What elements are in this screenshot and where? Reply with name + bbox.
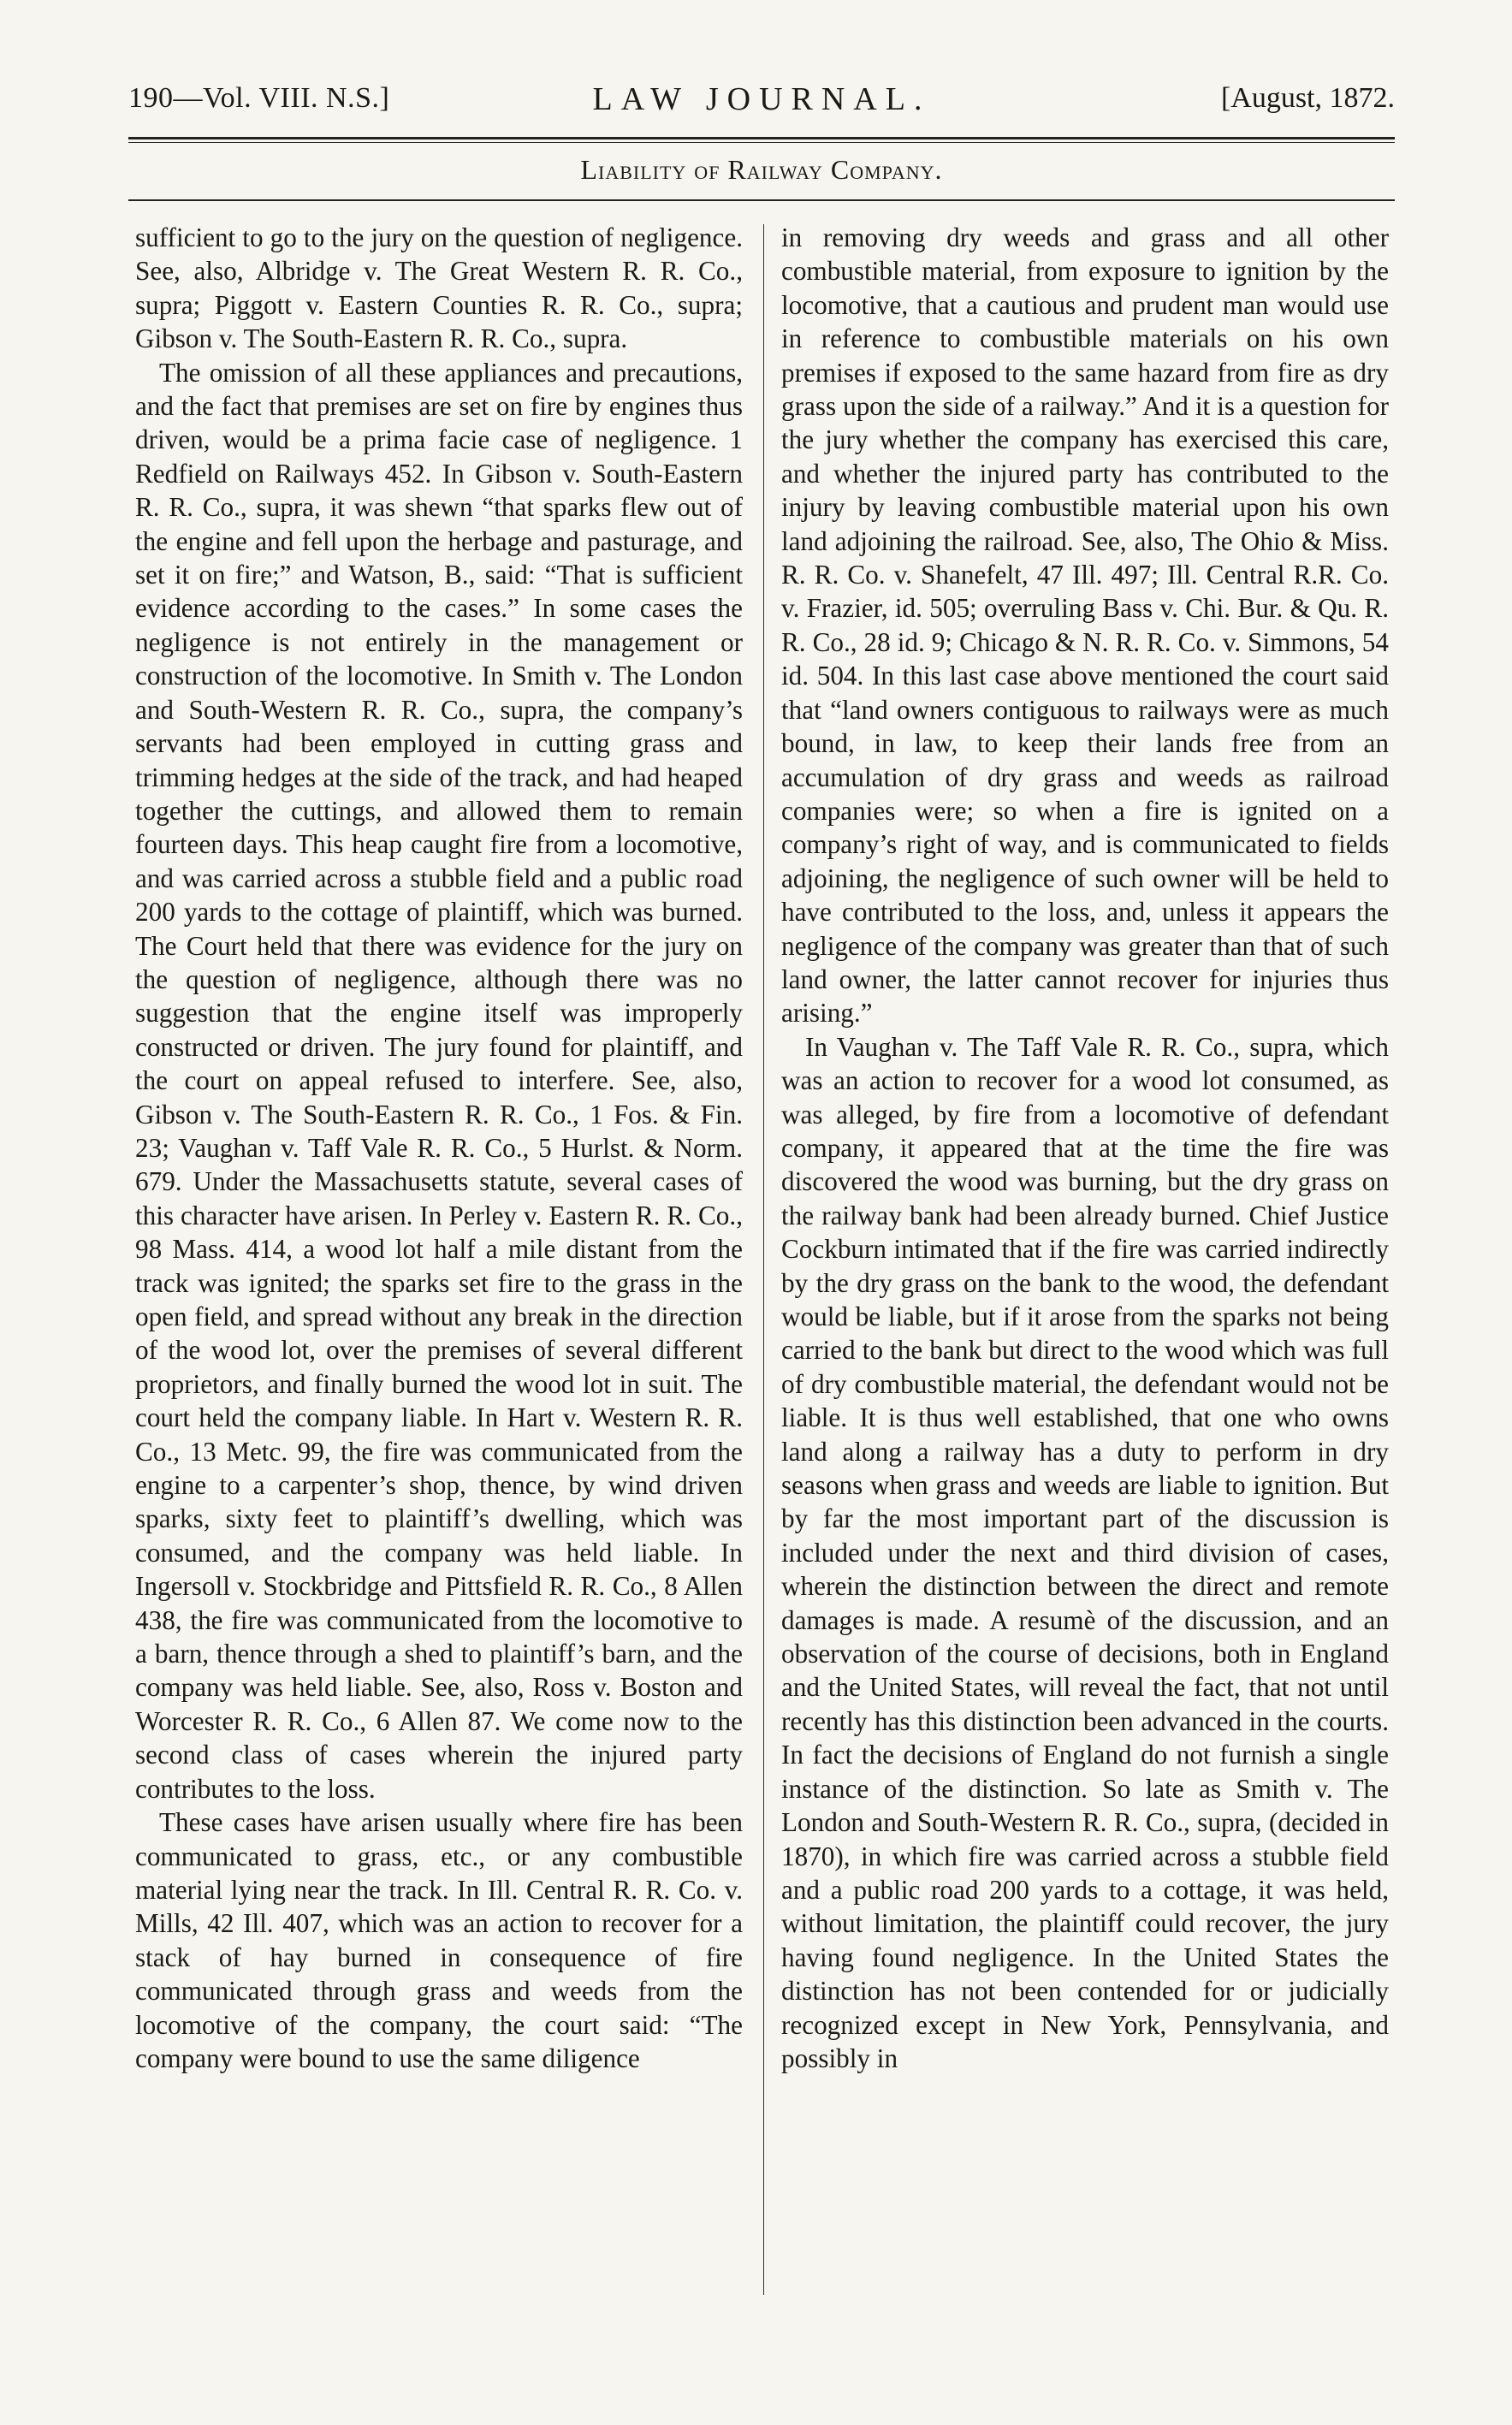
journal-title: LAW JOURNAL.: [592, 81, 931, 117]
right-paragraph-1: in removing dry weeds and grass and all other combustible material, from exposure to ignition by the locomotive, that a cautious and prudent man would use in reference to combustible materials on his own premises if exposed to the same hazard from fire as dry grass upon the side of a railway.” And it is a question for the jury whether the company has exercised this care, and whether the injured party has contributed to the injury by leaving combustible material upon his own land adjoining the railroad. See, also, The Ohio & Miss. R. R. Co. v. Shanefelt, 47 Ill. 497; Ill. Central R.R. Co. v. Frazier, id. 505; overruling Bass v. Chi. Bur. & Qu. R. R. Co., 28 id. 9; Chicago & N. R. R. Co. v. Simmons, 54 id. 504. In this last case above mentioned the court said that “land owners contiguous to railways were as much bound, in law, to keep their lands free from an accumulation of dry grass and weeds as railroad companies were; so when a fire is ignited on a company’s right of way, and is communicated to fields adjoining, the negligence of such owner will be held to have contributed to the loss, and, unless it appears the negligence of the company was greater than that of such land owner, the latter cannot recover for injuries thus arising.”: [781, 222, 1389, 1029]
header-rule-thick: [128, 137, 1395, 139]
left-column: [135, 221, 743, 2075]
right-paragraph-2: In Vaughan v. The Taff Vale R. R. Co., supra, which was an action to recover for a wood lot consumed, as was alleged, by fire from a locomotive of defendant company, it appeared that at the time the fire was discovered the wood was burning, but the dry grass on the railway bank had been already burned. Chief Justice Cockburn intimated that if the fire was carried indirectly by the dry grass on the bank to the wood, the defendant would be liable, but if it arose from the sparks not being carried to the bank but direct to the wood which was full of dry combustible material, the defendant would not be liable. It is thus well established, that one who owns land along a railway has a duty to perform in dry seasons when grass and weeds are liable to ignition. But by far the most important part of the discussion is included under the next and third division of cases, wherein the distinction between the direct and remote damages is made. A resumè of the discussion, and an observation of the course of decisions, both in England and the United States, will reveal the fact, that not until recently has this distinction been advanced in the courts. In fact the decisions of England do not furnish a single instance of the distinction. So late as Smith v. The London and South-Western R. R. Co., supra, (decided in 1870), in which fire was carried across a stubble field and a public road 200 yards to a cottage, it was held, without limitation, the plaintiff could recover, the jury having found negligence. In the United States the distinction has not been contended for or judicially recognized except in New York, Pennsylvania, and possibly in: [781, 1031, 1389, 2073]
left-paragraph-1: sufficient to go to the jury on the question of negligence. See, also, Albridge v. The Great Western R. R. Co., supra; Piggott v. Eastern Counties R. R. Co., supra; Gibson v. The South-Eastern R. R. Co., supra.: [135, 222, 743, 354]
section-rule: [128, 199, 1395, 201]
right-column: [781, 221, 1389, 2075]
column-divider: [763, 224, 764, 2295]
left-paragraph-2: The omission of all these appliances and precautions, and the fact that premises are set on fire by engines thus driven, would be a prima facie case of negligence. 1 Redfield on Railways 452. In Gibson v. South-Eastern R. R. Co., supra, it was shewn “that sparks flew out of the engine and fell upon the herbage and pasturage, and set it on fire;” and Watson, B., said: “That is sufficient evidence according to the cases.” In some cases the negligence is not entirely in the management or construction of the locomotive. In Smith v. The London and South-Western R. R. Co., supra, the company’s servants had been employed in cutting grass and trimming hedges at the side of the track, and had heaped together the cuttings, and allowed them to remain fourteen days. This heap caught fire from a locomotive, and was carried across a stubble field and a public road 200 yards to the cottage of plaintiff, which was burned. The Court held that there was evidence for the jury on the question of negligence, although there was no suggestion that the engine itself was improperly constructed or driven. The jury found for plaintiff, and the court on appeal refused to interfere. See, also, Gibson v. The South-Eastern R. R. Co., 1 Fos. & Fin. 23; Vaughan v. Taff Vale R. R. Co., 5 Hurlst. & Norm. 679. Under the Massachusetts statute, several cases of this character have arisen. In Perley v. Eastern R. R. Co., 98 Mass. 414, a wood lot half a mile distant from the track was ignited; the sparks set fire to the grass in the open field, and spread without any break in the direction of the wood lot, over the premises of several different proprietors, and finally burned the wood lot in suit. The court held the company liable. In Hart v. Western R. R. Co., 13 Metc. 99, the fire was communicated from the engine to a carpenter’s shop, thence, by wind driven sparks, sixty feet to plaintiff’s dwelling, which was consumed, and the company was held liable. In Ingersoll v. Stockbridge and Pittsfield R. R. Co., 8 Allen 438, the fire was communicated from the locomotive to a barn, thence through a shed to plaintiff’s barn, and the company was held liable. See, also, Ross v. Boston and Worcester R. R. Co., 6 Allen 87. We come now to the second class of cases wherein the injured party contributes to the loss.: [135, 357, 743, 1804]
section-title: Liability of Railway Company.: [580, 154, 943, 185]
page-header: [128, 74, 1395, 125]
left-paragraph-3: These cases have arisen usually where fire has been communicated to grass, etc., or any combustible material lying near the track. In Ill. Central R. R. Co. v. Mills, 42 Ill. 407, which was an action to recover for a stack of hay burned in consequence of fire communicated through grass and weeds from the locomotive of the company, the court said: “The company were bound to use the same diligence: [135, 1807, 743, 2073]
page-volume-label: 190—Vol. VIII. N.S.]: [128, 82, 390, 114]
issue-date: [August, 1872.: [1220, 82, 1395, 114]
header-rule-thin: [128, 142, 1395, 143]
